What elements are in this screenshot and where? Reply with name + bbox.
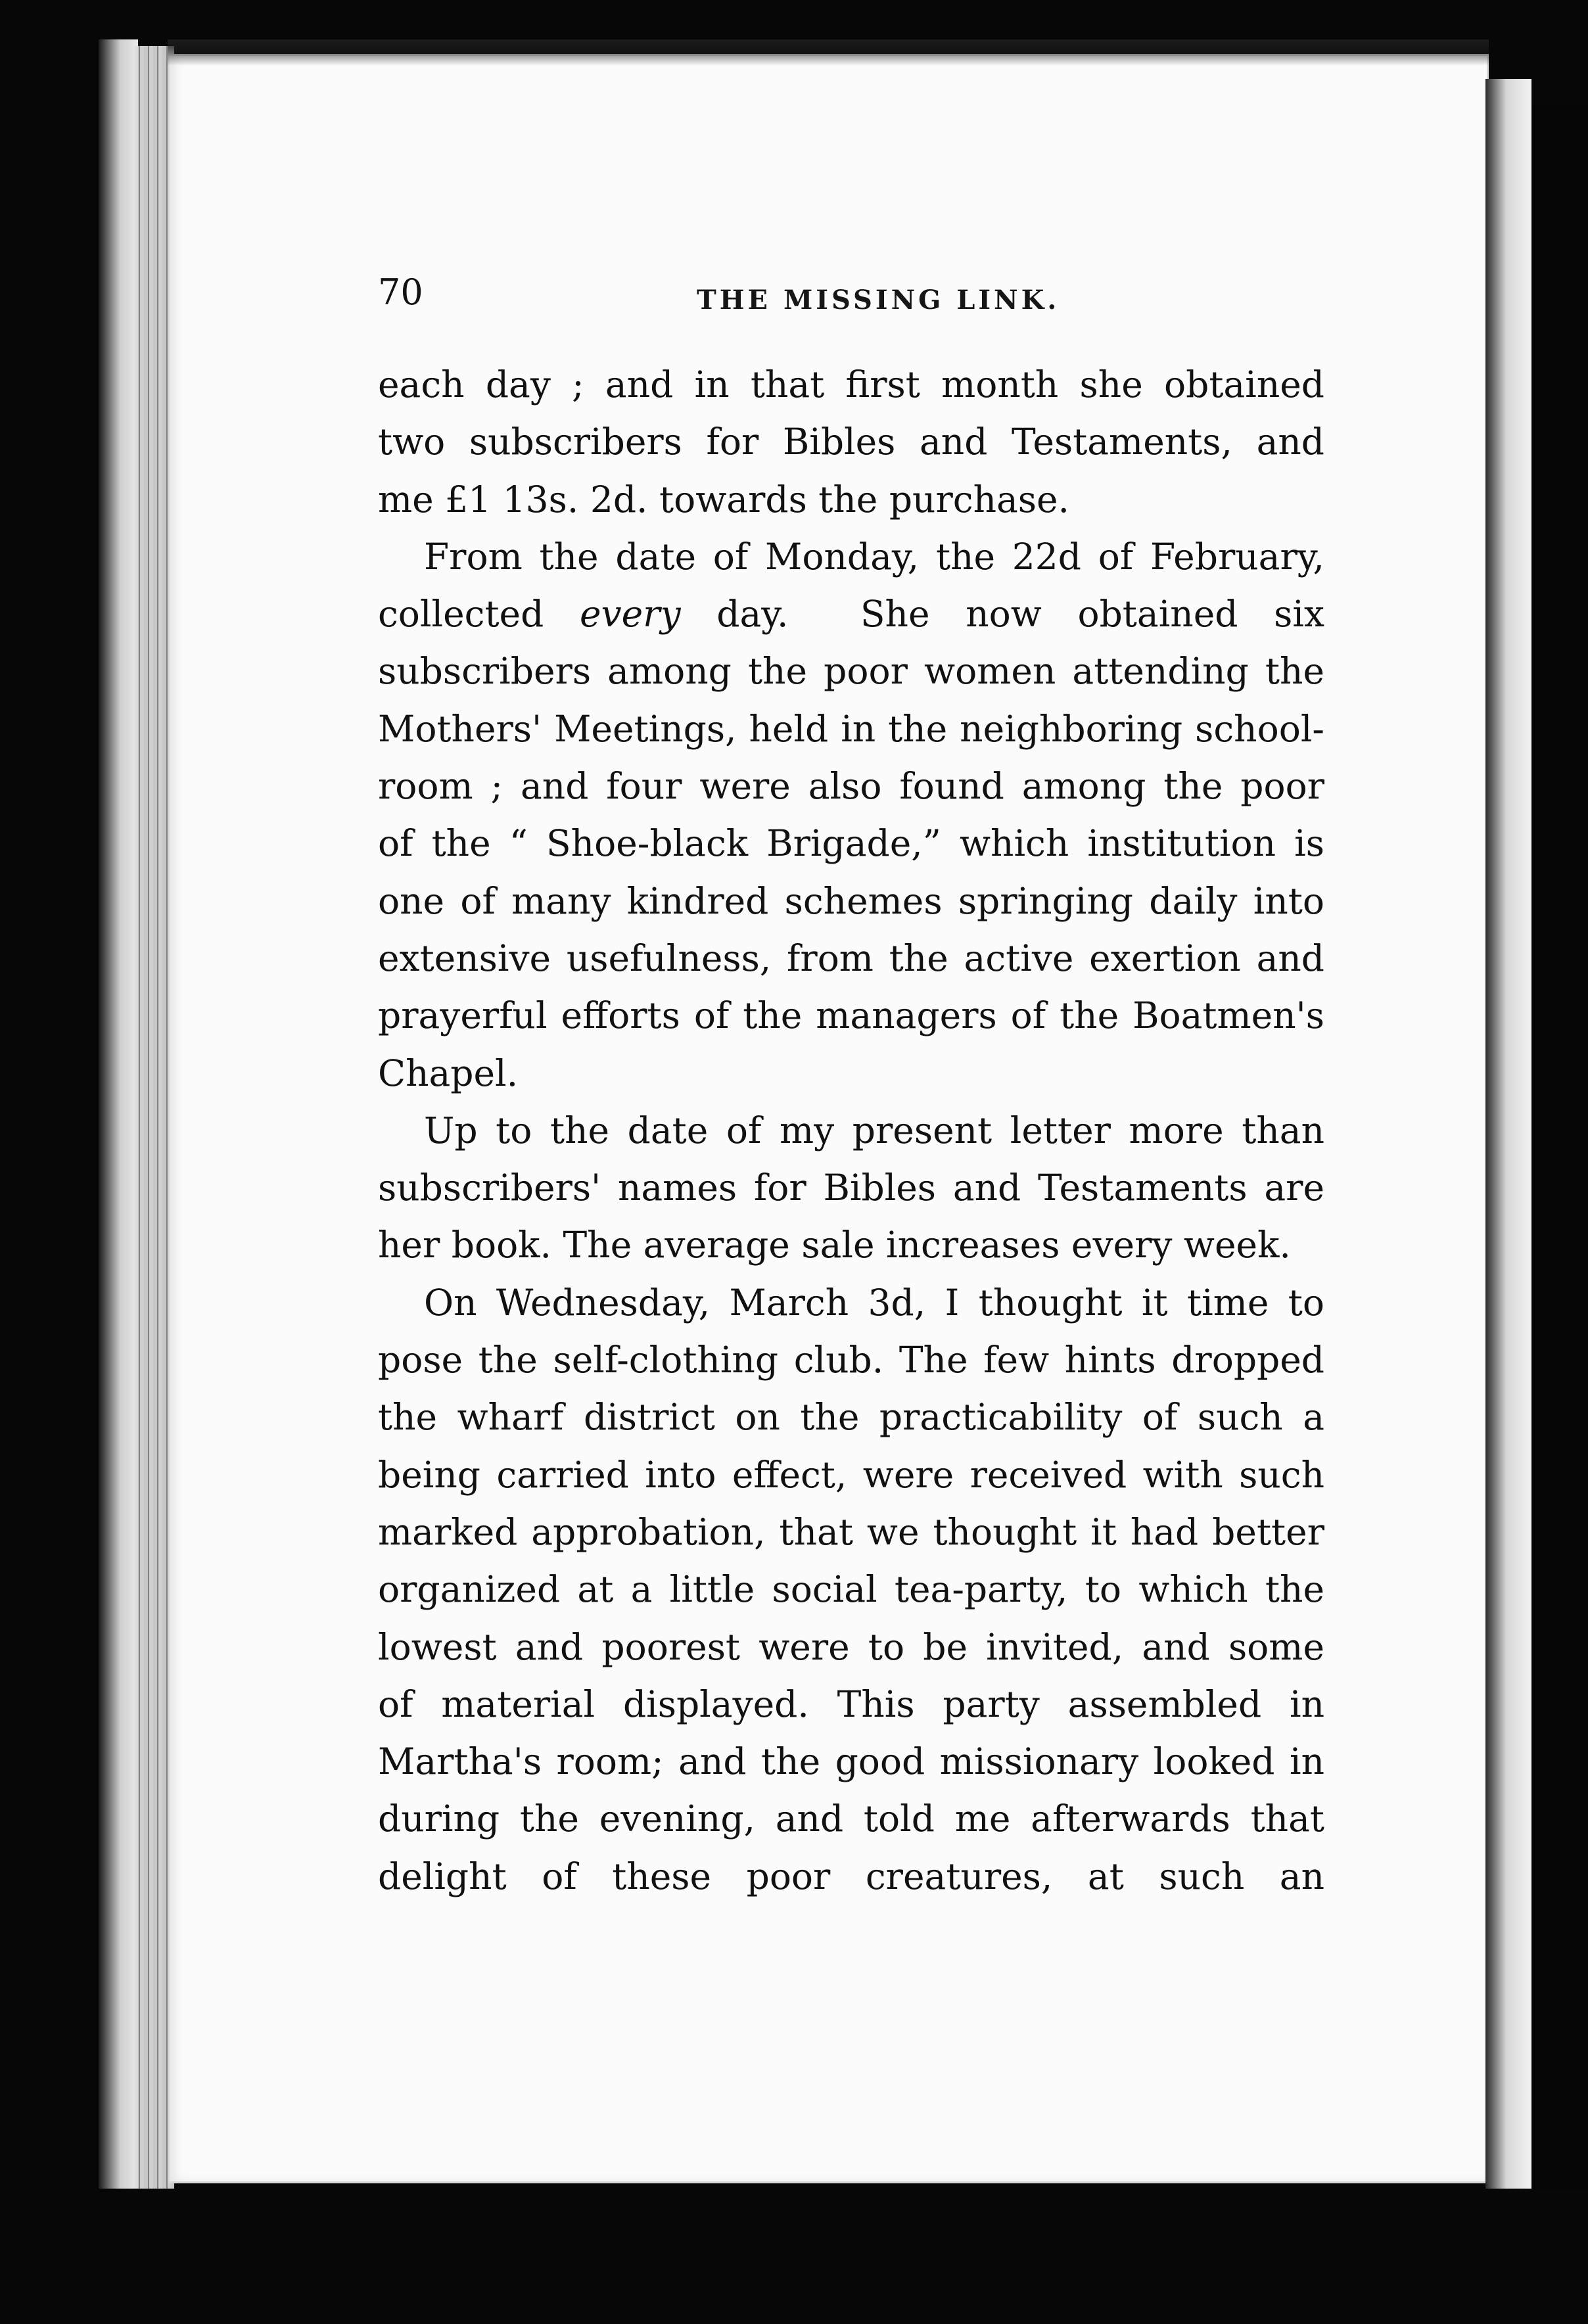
text-line: delight of these poor creatures, at such an	[378, 1855, 1324, 1897]
text-line: room ; and four were also found among the poor	[378, 765, 1324, 808]
text-line: subscribers among the poor women attending the	[378, 650, 1324, 693]
bottom-border	[0, 2189, 1588, 2324]
text-line-italic: collected every day. She now obtained six	[378, 593, 1324, 636]
text-line-italic: organized at a little social tea-party, to which the	[378, 1568, 1324, 1611]
left-page-stack	[99, 39, 138, 2208]
text-line: Up to the date of my present letter more than	[424, 1109, 1324, 1151]
text-line: Chapel.	[378, 1052, 519, 1094]
text-line: one of many kindred schemes springing daily into	[378, 879, 1324, 922]
italic-word-every: every	[580, 593, 681, 636]
right-page-edge	[1531, 105, 1588, 2208]
page-header	[0, 271, 1588, 317]
text-line: each day ; and in that first month she obtained	[378, 363, 1324, 406]
text-line: me £1 13s. 2d. towards the purchase.	[378, 478, 1070, 521]
text-line: subscribers' names for Bibles and Testaments are	[378, 1167, 1324, 1209]
page-number: 70	[378, 271, 423, 313]
text-line: Martha's room; and the good missionary looked in	[378, 1740, 1324, 1783]
text-line: marked approbation, that we thought it had better	[378, 1510, 1324, 1553]
text-line: during the evening, and told me afterwards that	[378, 1798, 1324, 1840]
body-text	[378, 356, 1324, 1905]
text-line: On Wednesday, March 3d, I thought it time to	[424, 1281, 1324, 1324]
text-line: being carried into effect, were received with such	[378, 1453, 1324, 1496]
text-line: of material displayed. This party assembled in	[378, 1683, 1324, 1725]
text-line: of the “ Shoe-black Brigade,” which institution is	[378, 822, 1324, 865]
text-line: two subscribers for Bibles and Testaments, and	[378, 421, 1324, 463]
text-line: pose the self-clothing club. The few hints dropped	[378, 1339, 1324, 1382]
text-line: prayerful efforts of the managers of the Boatmen's	[378, 994, 1324, 1037]
text-line: her book. The average sale increases every week.	[378, 1224, 1291, 1267]
right-gutter	[1485, 79, 1531, 2215]
running-head: THE MISSING LINK.	[697, 285, 1060, 315]
text-line: lowest and poorest were to be invited, and some	[378, 1625, 1324, 1668]
text-line: the wharf district on the practicability of such a	[378, 1396, 1324, 1439]
text-line: extensive usefulness, from the active exertion and	[378, 937, 1324, 979]
page-top-shadow	[168, 39, 1489, 66]
text-line: Mothers' Meetings, held in the neighboring school-	[378, 707, 1324, 750]
text-line: From the date of Monday, the 22d of February,	[424, 535, 1324, 578]
